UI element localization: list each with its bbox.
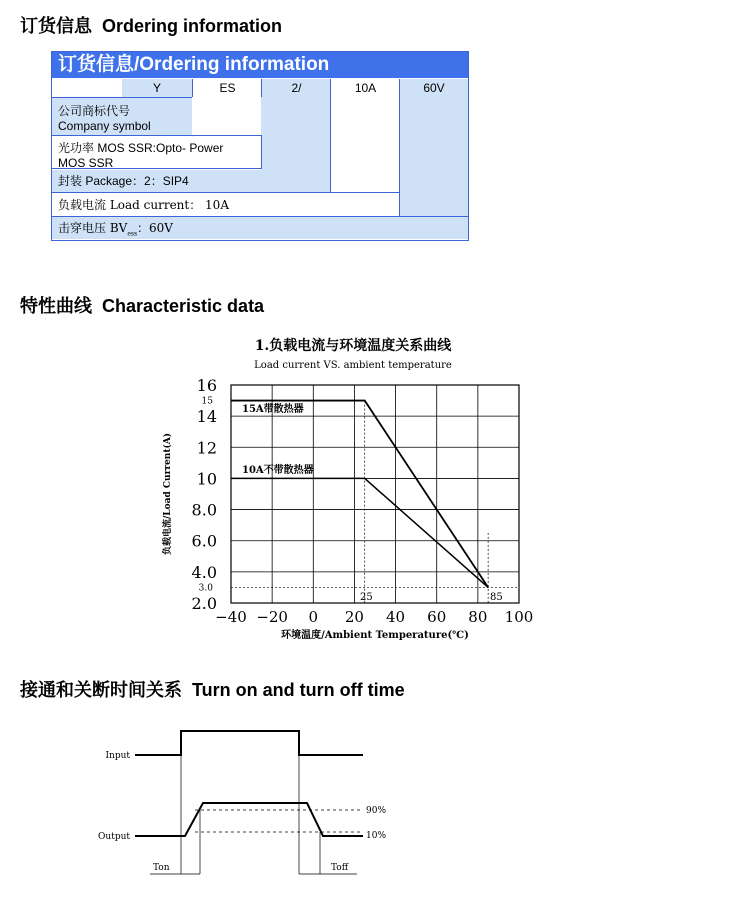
ordering-heading bbox=[20, 12, 282, 38]
x-tick-label: 100 bbox=[504, 608, 534, 626]
timing-heading-zh: 接通和关断时间关系 bbox=[20, 680, 182, 700]
y-tick-label-minor: 3.0 bbox=[198, 583, 213, 594]
row-opto bbox=[52, 135, 262, 169]
x-tick-labels bbox=[215, 608, 533, 626]
y-tick-label-minor: 15 bbox=[201, 396, 213, 407]
ordering-heading-en: Ordering information bbox=[102, 16, 282, 36]
chart-subtitle: Load current VS. ambient temperature bbox=[254, 360, 452, 371]
level-90-label: 90% bbox=[366, 806, 387, 816]
characteristic-heading-zh: 特性曲线 bbox=[20, 296, 92, 316]
bv-sub: ess bbox=[127, 230, 138, 238]
load-current-chart bbox=[150, 330, 550, 650]
ordering-table-title: 订货信息/Ordering information bbox=[52, 52, 468, 78]
characteristic-heading bbox=[20, 292, 264, 318]
ton-label: Ton bbox=[153, 863, 170, 873]
code-blank bbox=[52, 79, 122, 97]
x-tick-label: 80 bbox=[468, 608, 488, 626]
chart-title: 1.负载电流与环境温度关系曲线 bbox=[254, 338, 452, 354]
row-company-en: Company symbol bbox=[58, 119, 151, 133]
code-current: 10A bbox=[330, 79, 400, 97]
x-tick-label: −20 bbox=[256, 608, 288, 626]
annotation-25: 25 bbox=[360, 592, 373, 603]
row-company-symbol bbox=[52, 97, 192, 135]
input-waveform bbox=[135, 731, 363, 755]
code-y: Y bbox=[122, 79, 192, 97]
chart-series bbox=[231, 401, 488, 603]
ordering-heading-zh: 订货信息 bbox=[20, 16, 92, 36]
code-package: 2/ bbox=[261, 79, 331, 97]
bv-suffix: ：60V bbox=[137, 221, 173, 235]
y-tick-label: 14 bbox=[196, 407, 217, 427]
code-voltage: 60V bbox=[399, 79, 468, 97]
y-tick-labels bbox=[192, 376, 217, 613]
row-opto-zh: 光功率 MOS SSR:Opto- Power bbox=[58, 141, 224, 155]
y-tick-label: 6.0 bbox=[191, 531, 217, 551]
x-tick-label: 20 bbox=[344, 608, 364, 626]
ordering-table bbox=[51, 51, 469, 241]
series-label-10a: 10A不带散热器 bbox=[242, 465, 314, 476]
bv-prefix: 击穿电压 BV bbox=[58, 221, 128, 235]
x-axis-label: 环境温度/Ambient Temperature(℃) bbox=[281, 630, 469, 641]
row-company-zh: 公司商标代号 bbox=[58, 104, 131, 118]
series-line-0 bbox=[231, 401, 488, 588]
characteristic-heading-en: Characteristic data bbox=[102, 296, 265, 316]
code-es: ES bbox=[192, 79, 262, 97]
level-10-label: 10% bbox=[366, 831, 387, 841]
y-tick-label: 4.0 bbox=[191, 562, 217, 582]
row-load-current: 负载电流 Load current： 10A bbox=[52, 192, 400, 216]
row-opto-en: MOS SSR bbox=[58, 156, 114, 170]
row-breakdown-voltage bbox=[52, 216, 468, 239]
timing-heading bbox=[20, 676, 405, 702]
series-label-15a: 15A带散热器 bbox=[242, 404, 304, 415]
y-tick-label: 2.0 bbox=[191, 594, 217, 613]
y-tick-label: 8.0 bbox=[191, 500, 217, 520]
annotation-85: 85 bbox=[490, 592, 503, 603]
y-tick-label: 16 bbox=[196, 376, 217, 395]
toff-label: Toff bbox=[331, 863, 349, 873]
output-label: Output bbox=[98, 832, 130, 842]
y-tick-label: 10 bbox=[196, 469, 217, 489]
row-package: 封装 Package：2：SIP4 bbox=[52, 170, 331, 192]
y-axis-label: 负载电流/Load Current(A) bbox=[163, 433, 173, 555]
timing-heading-en: Turn on and turn off time bbox=[192, 680, 405, 700]
y-tick-label: 12 bbox=[196, 438, 217, 458]
input-label: Input bbox=[105, 751, 130, 761]
series-line-1 bbox=[231, 478, 488, 587]
timing-diagram bbox=[95, 720, 395, 890]
x-tick-label: 60 bbox=[427, 608, 447, 626]
x-tick-label: −40 bbox=[215, 608, 247, 626]
output-waveform bbox=[135, 803, 363, 836]
x-tick-label: 0 bbox=[308, 608, 319, 626]
x-tick-label: 40 bbox=[386, 608, 406, 626]
